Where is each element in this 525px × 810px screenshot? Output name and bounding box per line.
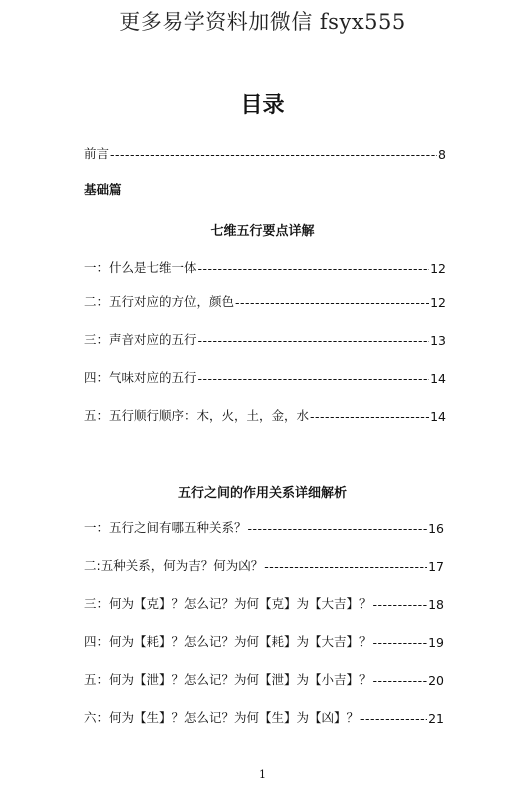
- toc-entry: [84, 368, 446, 386]
- toc-entry: [84, 670, 444, 688]
- toc-title: 目录: [240, 93, 285, 118]
- toc-leader: [373, 673, 428, 688]
- toc-leader: [373, 635, 428, 650]
- toc-entry: [84, 258, 446, 276]
- toc-entry-page: 12: [430, 295, 446, 310]
- toc-entry-page: 13: [430, 333, 446, 348]
- toc-entry-label: 一：五行之间有哪五种关系？: [84, 520, 247, 535]
- footer-page-number: 1: [259, 768, 266, 781]
- toc-entry: [84, 406, 446, 424]
- toc-leader: [198, 261, 430, 276]
- toc-entry-page: 20: [428, 673, 444, 688]
- toc-leader: [248, 521, 428, 536]
- toc-leader: [310, 409, 429, 424]
- toc-entry-label: 前言: [84, 146, 110, 161]
- toc-entry: [84, 594, 444, 612]
- section-heading-relations: 五行之间的作用关系详细解析: [177, 486, 347, 501]
- toc-entry: [84, 556, 444, 574]
- toc-entry-page: 21: [428, 711, 444, 726]
- toc-entry-page: 8: [438, 147, 446, 162]
- toc-entry: [84, 518, 444, 536]
- toc-entry-label: 二:五种关系，何为吉？何为凶？: [84, 558, 264, 573]
- section-heading-seven-dimensions: 七维五行要点详解: [210, 224, 315, 239]
- toc-leader: [110, 147, 437, 162]
- toc-entry: [84, 632, 444, 650]
- toc-entry-label: 二：五行对应的方位，颜色: [84, 294, 235, 309]
- toc-entry-page: 12: [430, 261, 446, 276]
- toc-leader: [360, 711, 427, 726]
- toc-entry: [84, 708, 444, 726]
- header-watermark: 更多易学资料加微信 fsyx555: [119, 10, 406, 34]
- toc-entry-page: 14: [430, 371, 446, 386]
- toc-entry-label: 六：何为【生】？怎么记？为何【生】为【凶】？: [84, 710, 360, 725]
- toc-entry-page: 17: [428, 559, 444, 574]
- toc-leader: [264, 559, 427, 574]
- toc-entry-label: 五：五行顺行顺序：木，火，土，金，水: [84, 408, 310, 423]
- toc-entry-label: 三：何为【克】？怎么记？为何【克】为【大吉】？: [84, 596, 372, 611]
- toc-leader: [373, 597, 428, 612]
- toc-entry-page: 16: [428, 521, 444, 536]
- toc-entry-preface: [84, 144, 446, 162]
- toc-leader: [235, 295, 429, 310]
- toc-entry-page: 19: [428, 635, 444, 650]
- toc-entry-page: 18: [428, 597, 444, 612]
- toc-entry-label: 一：什么是七维一体: [84, 260, 197, 275]
- toc-entry-page: 14: [430, 409, 446, 424]
- toc-entry-label: 五：何为【泄】？怎么记？为何【泄】为【小吉】？: [84, 672, 372, 687]
- toc-entry: [84, 292, 446, 310]
- toc-entry-label: 四：何为【耗】？怎么记？为何【耗】为【大吉】？: [84, 634, 372, 649]
- toc-leader: [198, 333, 430, 348]
- toc-leader: [198, 371, 430, 386]
- toc-entry: [84, 330, 446, 348]
- toc-entry-label: 三：声音对应的五行: [84, 332, 197, 347]
- toc-entry-label: 四：气味对应的五行: [84, 370, 197, 385]
- section-label-basic: 基础篇: [84, 182, 122, 197]
